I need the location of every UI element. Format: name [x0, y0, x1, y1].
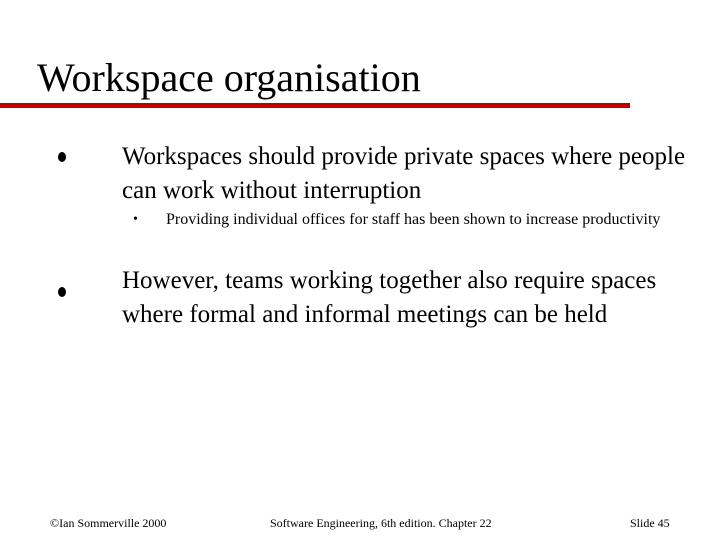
footer-slide-number: Slide 45 [630, 516, 670, 530]
bullet-dot-icon [58, 287, 66, 297]
bullet-text: Workspaces should provide private spaces where people can work without interruption [122, 143, 686, 204]
footer-copyright: ©Ian Sommerville 2000 [50, 516, 167, 530]
footer-book-title: Software Engineering, 6th edition. Chapter 22 [270, 516, 492, 530]
bullet-dot-icon [58, 152, 66, 162]
sub-bullet-marker: • [133, 212, 138, 227]
title-underline [0, 103, 630, 108]
bullet-text: However, teams working together also require spaces where formal and informal meetings can be held [122, 267, 657, 328]
sub-bullet-text: Providing individual offices for staff has been shown to increase productivity [166, 211, 661, 228]
slide-title: Workspace organisation [37, 55, 421, 100]
